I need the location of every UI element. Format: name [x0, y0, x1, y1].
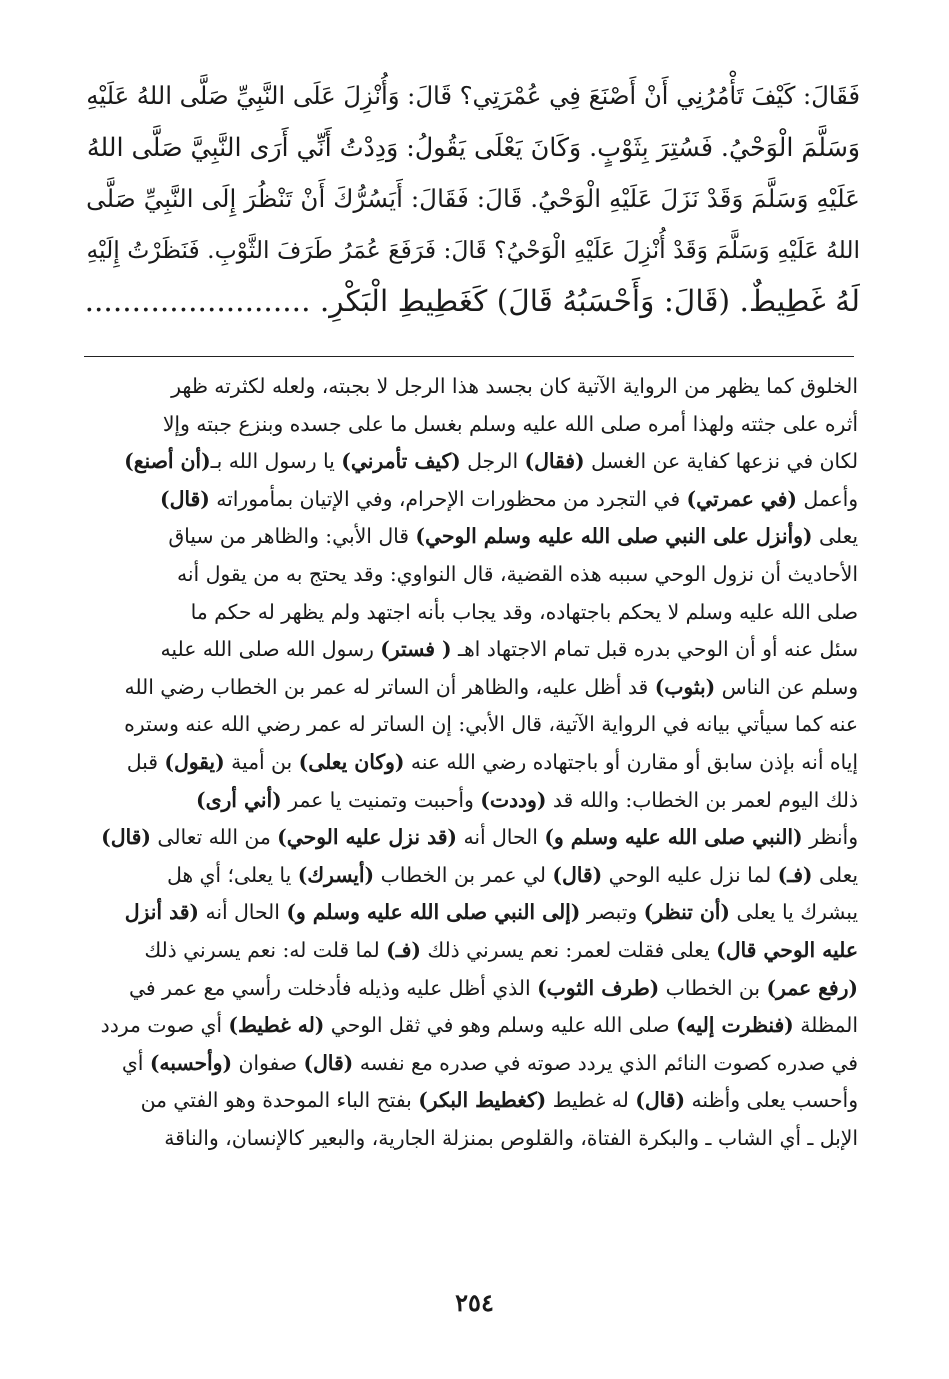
commentary-segment: يا يعلى؛ أي هل [167, 862, 298, 887]
commentary-line [80, 1007, 858, 1045]
commentary-segment: قد أظل عليه، والظاهر أن الساتر له عمر بن الخطاب رضي الله [124, 674, 655, 699]
commentary-segment: المظلة [793, 1013, 858, 1038]
commentary-line [80, 669, 858, 707]
commentary-segment: قال الأبي: والظاهر من سياق [168, 524, 416, 549]
hadith-line: فَقَالَ: كَيْفَ تَأْمُرُنِي أَنْ أَصْنَعَ فِي عُمْرَتِي؟ قَالَ: وَأُنْزِلَ عَلَى النَّبِيِّ صَلَّى اللهُ عَلَيْهِ [86, 81, 860, 110]
commentary-segment: قبل [126, 749, 165, 774]
commentary-segment: الرجل [460, 449, 525, 474]
matn-quote: ( فستر) [380, 637, 452, 662]
hadith-line: عَلَيْهِ وَسَلَّمَ وَقَدْ نَزَلَ عَلَيْهِ الْوَحْيُ. قَالَ: فَقَالَ: أَيَسُرُّكَ أَنْ تَنْظُرَ إِلَى النَّبِيِّ صَلَّى [86, 184, 860, 213]
commentary-line [80, 406, 858, 444]
commentary-segment: أي [121, 1050, 150, 1075]
commentary-segment: الحال أنه [199, 900, 287, 925]
commentary-segment: صلى الله عليه وسلم لا يحكم باجتهاده، وقد يجاب بأنه اجتهد ولم يظهر له حكم ما [190, 599, 858, 624]
hadith-line: اللهُ عَلَيْهِ وَسَلَّمَ وَقَدْ أُنْزِلَ عَلَيْهِ الْوَحْيُ؟ قَالَ: فَرَفَعَ عُمَرُ طَرَفَ الثَّوْبِ. فَنَظَرْتُ إِلَيْهِ [86, 235, 860, 264]
commentary-segment: في التجرد من محظورات الإحرام، وفي الإتيان بمأموراته [209, 486, 687, 511]
commentary-segment: عنه كما سيأتي بيانه في الرواية الآتية، قال الأبي: إن الساتر له عمر رضي الله عنه وستره [124, 712, 858, 737]
hadith-line: وَسَلَّمَ الْوَحْيُ. فَسُتِرَ بِثَوْبٍ. وَكَانَ يَعْلَى يَقُولُ: وَدِدْتُ أَنِّي أَرَى النَّبِيَّ صَلَّى اللهُ [86, 132, 860, 162]
commentary-line [80, 744, 858, 782]
commentary-segment: الأحاديث أن نزول الوحي سببه هذه القضية، قال النواوي: وقد يحتج به من يقول أنه [177, 561, 858, 586]
commentary-segment: وأحسب يعلى وأظنه [685, 1088, 858, 1113]
matn-quote: (أن أصنع) [124, 449, 211, 474]
commentary-line [80, 631, 858, 669]
page-number: ٢٥٤ [455, 1288, 494, 1317]
matn-quote: (قد نزل عليه الوحي) [277, 825, 457, 850]
matn-quote: (يقول) [164, 749, 225, 774]
matn-quote: (فقال) [524, 449, 585, 474]
commentary-text [80, 368, 858, 1157]
matn-quote: (وأنزل على النبي صلى الله عليه وسلم الوحي) [415, 524, 813, 549]
hadith-text [80, 70, 860, 328]
commentary-line [80, 782, 858, 820]
matn-quote: (بثوب) [654, 674, 716, 699]
commentary-segment: لكان في نزعها كفاية عن الغسل [584, 449, 858, 474]
matn-quote: (قال) [160, 486, 210, 511]
hadith-line: لَهُ غَطِيطٌ. (قَالَ: وَأَحْسَبُهُ قَالَ) كَغَطِيطِ الْبَكْرِ. ........................ [84, 284, 860, 318]
commentary-segment: لما نزل عليه الوحي [602, 862, 778, 887]
matn-quote: (أني أرى) [196, 787, 282, 812]
matn-quote: (فـ) [386, 937, 421, 962]
matn-quote: (كيف تأمرني) [341, 449, 461, 474]
commentary-segment: سئل عنه أو أن الوحي بدره قبل تمام الاجتهاد اهـ [451, 637, 858, 662]
commentary-segment: يا رسول الله بـ [210, 449, 342, 474]
matn-quote: (رفع عمر) [766, 975, 858, 1000]
commentary-line [80, 481, 858, 519]
commentary-line [80, 518, 858, 556]
matn-quote: عليه الوحي قال) [716, 937, 858, 962]
commentary-segment: رسول الله صلى الله عليه [160, 637, 381, 662]
matn-quote: (أن تنظر) [643, 900, 731, 925]
commentary-segment: في صدره كصوت النائم الذي يردد صوته في صدره مع نفسه [353, 1050, 858, 1075]
matn-quote: (وأحسبه) [149, 1050, 233, 1075]
matn-quote: (كغطيط البكر) [418, 1088, 547, 1113]
matn-quote: (قد أنزل [124, 900, 199, 925]
commentary-line [80, 894, 858, 932]
matn-quote: (قال) [552, 862, 603, 887]
commentary-line [80, 706, 858, 744]
commentary-segment: أثره على جثته ولهذا أمره صلى الله عليه وسلم بغسل ما على جسده وبنزع جبته وإلا [162, 411, 858, 436]
commentary-segment: وأحببت وتمنيت يا عمر [281, 787, 481, 812]
matn-quote: (قال) [635, 1088, 686, 1113]
matn-quote: (في عمرتي) [686, 486, 797, 511]
commentary-line [80, 443, 858, 481]
commentary-segment: صفوان [232, 1050, 304, 1075]
matn-quote: (فـ) [777, 862, 813, 887]
matn-quote: (أيسرك) [297, 862, 375, 887]
commentary-segment: من الله تعالى [150, 825, 278, 850]
commentary-line [80, 1082, 858, 1120]
commentary-line [80, 368, 858, 406]
matn-quote: (النبي صلى الله عليه وسلم و) [544, 825, 803, 850]
commentary-segment: وأعمل [796, 486, 858, 511]
matn-quote: (فنظرت إليه) [675, 1013, 794, 1038]
commentary-segment: صلى الله عليه وسلم وهو في ثقل الوحي [324, 1013, 676, 1038]
commentary-segment: يعلى فقلت لعمر: نعم يسرني ذلك [420, 937, 717, 962]
matn-quote: (له غطيط) [228, 1013, 325, 1038]
commentary-segment: بفتح الباء الموحدة وهو الفتي من [140, 1088, 419, 1113]
matn-quote: (قال) [303, 1050, 354, 1075]
commentary-segment: له غطيط [546, 1088, 636, 1113]
commentary-line [80, 857, 858, 895]
matn-quote: (طرف الثوب) [537, 975, 660, 1000]
commentary-segment: بن أمية [224, 749, 299, 774]
matn-quote: (وكان يعلى) [298, 749, 405, 774]
commentary-segment: بن الخطاب [659, 975, 767, 1000]
commentary-segment: وتبصر [580, 900, 644, 925]
commentary-segment: لما قلت له: نعم يسرني ذلك [144, 937, 387, 962]
commentary-segment: يعلى [812, 862, 858, 887]
commentary-segment: الحال أنه [457, 825, 545, 850]
commentary-segment: يبشرك يا يعلى [730, 900, 858, 925]
commentary-segment: ذلك اليوم لعمر بن الخطاب: والله قد [546, 787, 858, 812]
section-divider [84, 356, 854, 357]
commentary-segment: إياه أنه بإذن سابق أو مقارن أو باجتهاده رضي الله عنه [404, 749, 858, 774]
commentary-line [80, 1045, 858, 1083]
commentary-segment: الإبل ـ أي الشاب ـ والبكرة الفتاة، والقلوص بمنزلة الجارية، والبعير كالإنسان، والناقة [164, 1125, 858, 1150]
matn-quote: (إلى النبي صلى الله عليه وسلم و) [286, 900, 581, 925]
commentary-line [80, 932, 858, 970]
commentary-segment: وأنظر [802, 825, 858, 850]
commentary-line [80, 556, 858, 594]
commentary-segment: الخلوق كما يظهر من الرواية الآتية كان بجسد هذا الرجل لا بجبته، ولعله لكثرته ظهر [171, 374, 858, 398]
matn-quote: (قال) [101, 825, 151, 850]
commentary-line [80, 1120, 858, 1158]
commentary-segment: لي عمر بن الخطاب [374, 862, 553, 887]
commentary-segment: أي صوت مردد [100, 1013, 229, 1038]
commentary-segment: يعلى [812, 524, 858, 549]
commentary-segment: الذي أظل عليه وذيله فأدخلت رأسي مع عمر في [129, 975, 538, 1000]
commentary-line [80, 594, 858, 632]
matn-quote: (وددت) [480, 787, 547, 812]
commentary-segment: وسلم عن الناس [715, 674, 858, 699]
commentary-line [80, 970, 858, 1008]
commentary-line [80, 819, 858, 857]
